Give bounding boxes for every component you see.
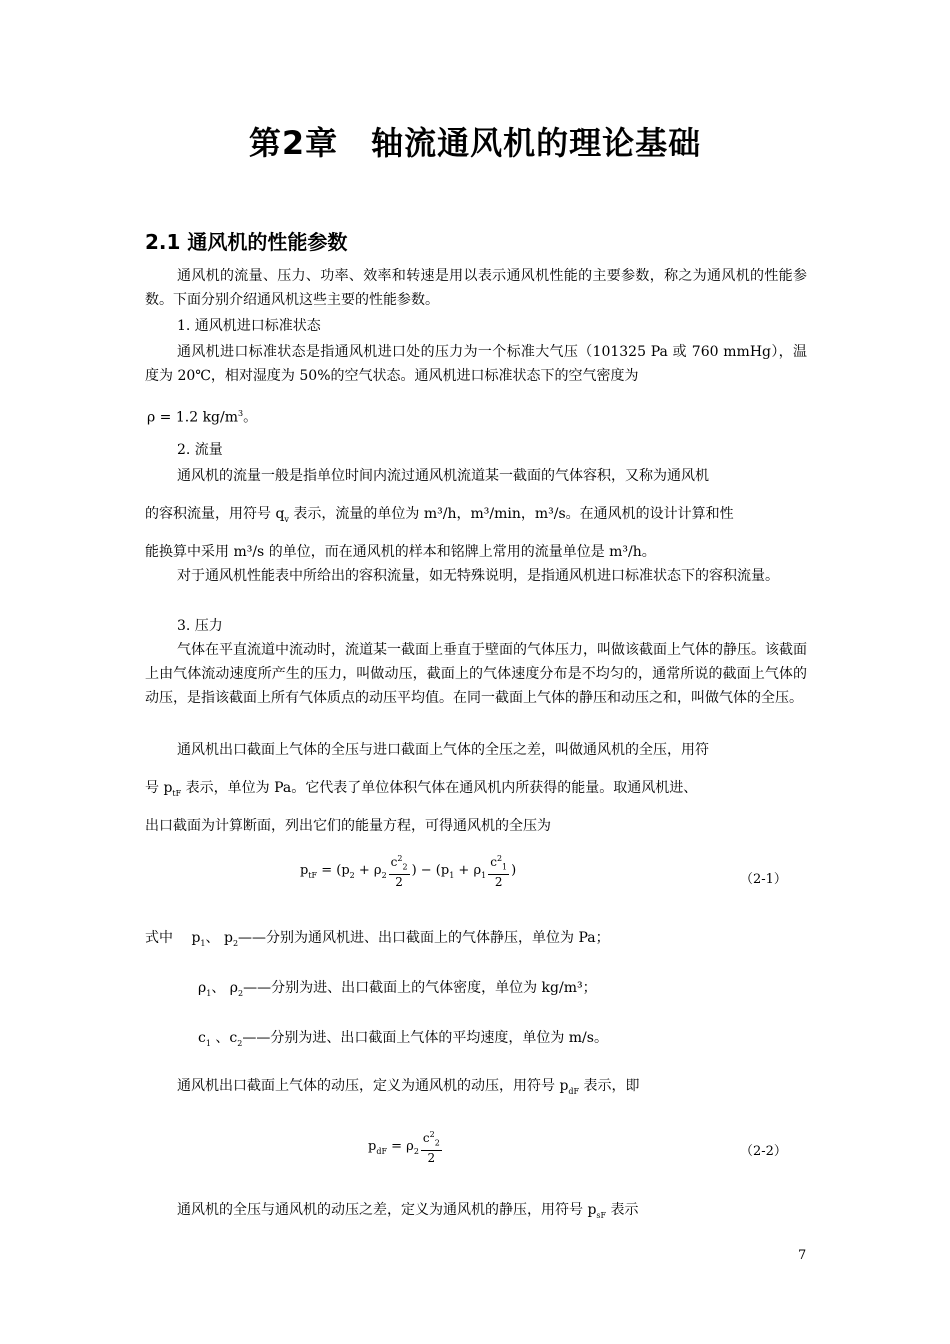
where-label: 式中 bbox=[145, 930, 173, 946]
dynamic-line-start: 通风机出口截面上气体的动压，定义为通风机的动压，用符号 p bbox=[177, 1078, 569, 1094]
equation-2-1-label: （2-1） bbox=[740, 872, 787, 887]
density-line: ρ = 1.2 $kg/m^3$。 bbox=[147, 409, 258, 426]
dynamic-symbol-sub: dF bbox=[568, 1086, 580, 1096]
item1-paragraph: 通风机进口标准状态是指通风机进口处的压力为一个标准大气压（101325 Pa 或 760 mmHg），温度为 20℃，相对湿度为 50%的空气状态。通风机进口标准状态下的空气密度为 bbox=[145, 344, 807, 384]
item1-title: 1. 通风机进口标准状态 bbox=[177, 318, 321, 334]
pressure-line-1: 通风机出口截面上气体的全压与进口截面上气体的全压之差，叫做通风机的全压，用符 bbox=[177, 742, 709, 758]
where-line-3: $c_1$ 、$c_2——$分别为进、出口截面上气体的平均速度，单位为 m/s。 bbox=[198, 1030, 608, 1048]
static-line-start: 通风机的全压与通风机的动压之差，定义为通风机的静压，用符号 p bbox=[177, 1202, 597, 1218]
pressure-line-3: 出口截面为计算断面，列出它们的能量方程，可得通风机的全压为 bbox=[145, 818, 551, 834]
density-end: 。 bbox=[243, 409, 258, 426]
equation-2-2-label: （2-2） bbox=[740, 1144, 787, 1159]
item3-title: 3. 压力 bbox=[177, 618, 223, 634]
flow-line-2-start: 的容积流量，用符号 q bbox=[145, 506, 285, 522]
pressure-line-2-end: 表示，单位为 Pa。它代表了单位体积气体在通风机内所获得的能量。取通风机进、 bbox=[181, 780, 698, 796]
flow-paragraph-2: 对于通风机性能表中所给出的容积流量，如无特殊说明，是指通风机进口标准状态下的容积流量。 bbox=[177, 568, 779, 584]
pressure-symbol-sub: tF bbox=[172, 788, 182, 798]
pressure-line-2 bbox=[145, 776, 697, 806]
where-2-text: ——分别为进、出口截面上的气体密度，单位为 kg/m³； bbox=[243, 980, 597, 996]
flow-line-2 bbox=[145, 502, 734, 532]
flow-line-3: 能换算中采用 m³/s 的单位，而在通风机的样本和铭牌上常用的流量单位是 m³/h。 bbox=[145, 544, 656, 560]
dynamic-pressure-line bbox=[177, 1074, 640, 1104]
equation-2-1: $p_{tF} = (p_2 + \rho_2$ $\frac{c^2_2}{2}$ ) − ($p_1 + \rho_1$ $\frac{c^2_1}{2}$ ) bbox=[300, 854, 517, 890]
where-line-1: 式中 $p_1$、 $p_2——$分别为通风机进、出口截面上的气体静压，单位为 Pa； bbox=[145, 930, 610, 948]
flow-line-2-end: 表示，流量的单位为 m³/h，m³/min，m³/s。在通风机的设计计算和性 bbox=[288, 506, 734, 522]
flow-line-1: 通风机的流量一般是指单位时间内流过通风机流道某一截面的气体容积，又称为通风机 bbox=[177, 468, 709, 484]
section-title: 2.1 通风机的性能参数 bbox=[145, 230, 348, 254]
pressure-line-2-start: 号 p bbox=[145, 780, 173, 796]
flow-symbol-sub: v bbox=[284, 514, 289, 524]
density-value: ρ = 1.2 kg/m bbox=[147, 409, 239, 426]
dynamic-line-end: 表示，即 bbox=[579, 1078, 640, 1094]
intro-paragraph: 通风机的流量、压力、功率、效率和转速是用以表示通风机性能的主要参数，称之为通风机的性能参数。下面分别介绍通风机这些主要的性能参数。 bbox=[145, 268, 807, 308]
where-1-text: ——分别为通风机进、出口截面上的气体静压，单位为 Pa； bbox=[238, 930, 610, 946]
where-line-2: $\rho_1$、 $\rho_2——$分别为进、出口截面上的气体密度，单位为 kg/m³； bbox=[198, 980, 597, 998]
static-line-end: 表示 bbox=[606, 1202, 639, 1218]
equation-2-2: $p_{dF} = \rho_2$ $\frac{c^2_2}{2}$ bbox=[368, 1130, 440, 1166]
static-symbol-sub: sF bbox=[596, 1210, 607, 1220]
pressure-paragraph-1: 气体在平直流道中流动时，流道某一截面上垂直于壁面的气体压力，叫做该截面上气体的静压。该截面上由气体流动速度所产生的压力，叫做动压，截面上的气体速度分布是不均匀的，通常所说的截面上气体的动压，是指该截面上所有气体质点的动压平均值。在同一截面上气体的静压和动压之和，叫做气体的全压。 bbox=[145, 642, 807, 706]
static-pressure-line bbox=[177, 1198, 639, 1228]
chapter-title: 第2章 轴流通风机的理论基础 bbox=[248, 124, 702, 162]
where-3-text: ——分别为进、出口截面上气体的平均速度，单位为 m/s。 bbox=[242, 1030, 608, 1046]
item2-title: 2. 流量 bbox=[177, 442, 223, 458]
page-number: 7 bbox=[798, 1248, 807, 1263]
